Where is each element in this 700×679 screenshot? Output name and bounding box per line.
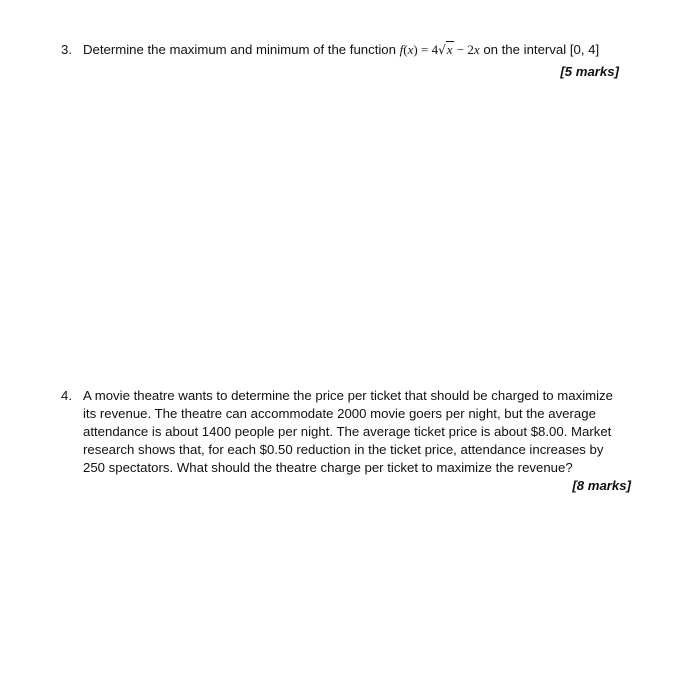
question-4-marks: [8 marks] [572, 478, 631, 493]
question-4-line: A movie theatre wants to determine the price per ticket that should be charged to maximize [83, 388, 613, 403]
function-variable: x [473, 42, 480, 57]
question-3-marks: [5 marks] [560, 64, 619, 79]
function-radicand: x [446, 42, 453, 57]
question-4-line: 250 spectators. What should the theatre charge per ticket to maximize the revenue? [83, 460, 573, 475]
function-minus-coefficient: − 2 [453, 42, 474, 57]
question-4-number: 4. [61, 388, 72, 403]
function-argument: x [407, 42, 414, 57]
square-root-icon: √ [438, 43, 446, 57]
function-equals-coefficient: = 4 [417, 42, 439, 57]
question-3-prefix: Determine the maximum and minimum of the function [83, 42, 396, 57]
function-close-paren: ) [413, 42, 418, 57]
question-4-line: its revenue. The theatre can accommodate 2000 movie goers per night, but the average [83, 406, 596, 421]
function-open-paren: ( [403, 42, 408, 57]
function-name: f [399, 42, 404, 57]
question-3-number: 3. [61, 42, 72, 57]
question-3-suffix: on the interval [0, 4] [483, 42, 600, 57]
question-4-text [83, 387, 631, 477]
function-expression [400, 42, 480, 57]
question-4-line: research shows that, for each $0.50 reduction in the ticket price, attendance increases by [83, 442, 604, 457]
question-4-line: attendance is about 1400 people per night. The average ticket price is about $8.00. Market [83, 424, 612, 439]
question-4 [61, 387, 641, 497]
question-3 [61, 41, 641, 91]
question-3-text [83, 41, 643, 59]
